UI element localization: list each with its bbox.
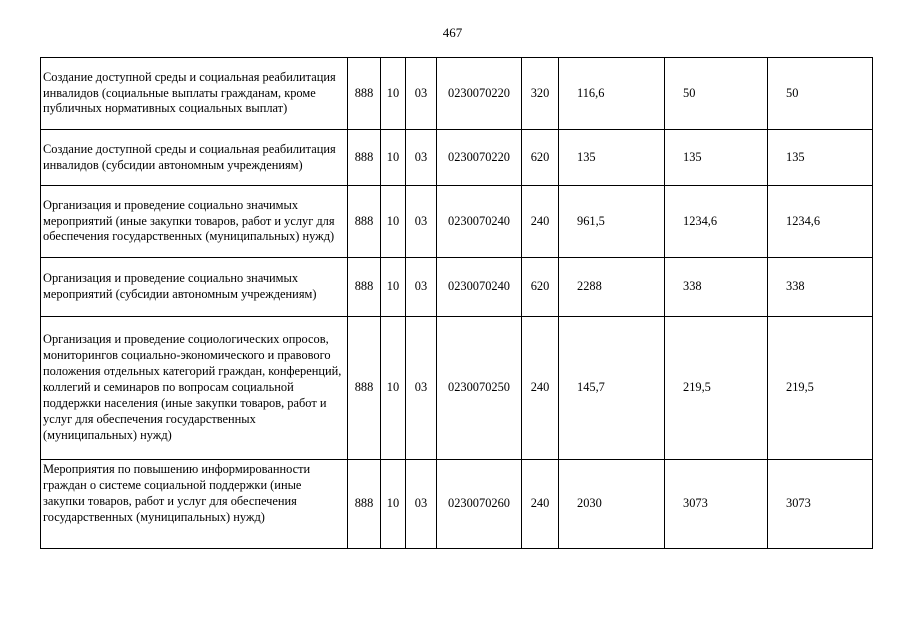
amount-year-2: 135: [665, 130, 768, 186]
amount-year-3: 3073: [768, 460, 873, 549]
amount-year-1: 116,6: [559, 58, 665, 130]
ministry-code: 888: [348, 186, 381, 258]
section-code: 10: [381, 130, 406, 186]
target-article-code: 0230070250: [437, 317, 522, 460]
amount-year-3: 338: [768, 258, 873, 317]
row-description: Организация и проведение социально значимых мероприятий (иные закупки товаров, работ и услуг для обеспечения государственных (муниципальных) нужд): [41, 186, 348, 258]
ministry-code: 888: [348, 58, 381, 130]
expense-type-code: 240: [522, 317, 559, 460]
amount-year-2: 338: [665, 258, 768, 317]
amount-year-1: 135: [559, 130, 665, 186]
amount-year-1: 2288: [559, 258, 665, 317]
amount-year-3: 135: [768, 130, 873, 186]
subsection-code: 03: [406, 258, 437, 317]
ministry-code: 888: [348, 258, 381, 317]
table-row: [41, 460, 873, 549]
amount-year-2: 3073: [665, 460, 768, 549]
subsection-code: 03: [406, 186, 437, 258]
amount-year-1: 145,7: [559, 317, 665, 460]
budget-table: [40, 57, 873, 549]
subsection-code: 03: [406, 317, 437, 460]
target-article-code: 0230070220: [437, 130, 522, 186]
subsection-code: 03: [406, 460, 437, 549]
table-row: [41, 58, 873, 130]
target-article-code: 0230070220: [437, 58, 522, 130]
amount-year-1: 2030: [559, 460, 665, 549]
section-code: 10: [381, 317, 406, 460]
expense-type-code: 620: [522, 130, 559, 186]
row-description: Создание доступной среды и социальная реабилитация инвалидов (субсидии автономным учреждениям): [41, 130, 348, 186]
row-description: Организация и проведение социально значимых мероприятий (субсидии автономным учреждениям): [41, 258, 348, 317]
row-description: Организация и проведение социологических опросов, мониторингов социально-экономического и правового положения отдельных категорий граждан, конференций, коллегий и семинаров по вопросам социальной поддержки населения (иные закупки товаров, работ и услуг для обеспечения государственных (муниципальных) нужд): [41, 317, 348, 460]
expense-type-code: 620: [522, 258, 559, 317]
section-code: 10: [381, 186, 406, 258]
section-code: 10: [381, 258, 406, 317]
ministry-code: 888: [348, 317, 381, 460]
table-row: [41, 130, 873, 186]
target-article-code: 0230070240: [437, 186, 522, 258]
amount-year-1: 961,5: [559, 186, 665, 258]
target-article-code: 0230070260: [437, 460, 522, 549]
amount-year-3: 219,5: [768, 317, 873, 460]
table-row: [41, 258, 873, 317]
table-row: [41, 186, 873, 258]
table-row: [41, 317, 873, 460]
expense-type-code: 240: [522, 186, 559, 258]
page-number: 467: [442, 25, 463, 40]
amount-year-3: 1234,6: [768, 186, 873, 258]
amount-year-2: 50: [665, 58, 768, 130]
ministry-code: 888: [348, 460, 381, 549]
target-article-code: 0230070240: [437, 258, 522, 317]
subsection-code: 03: [406, 130, 437, 186]
row-description: Создание доступной среды и социальная реабилитация инвалидов (социальные выплаты гражданам, кроме публичных нормативных социальных выплат): [41, 58, 348, 130]
subsection-code: 03: [406, 58, 437, 130]
amount-year-2: 219,5: [665, 317, 768, 460]
section-code: 10: [381, 460, 406, 549]
expense-type-code: 320: [522, 58, 559, 130]
ministry-code: 888: [348, 130, 381, 186]
expense-type-code: 240: [522, 460, 559, 549]
amount-year-2: 1234,6: [665, 186, 768, 258]
section-code: 10: [381, 58, 406, 130]
amount-year-3: 50: [768, 58, 873, 130]
row-description: Мероприятия по повышению информированности граждан о системе социальной поддержки (иные закупки товаров, работ и услуг для обеспечения государственных (муниципальных) нужд): [41, 460, 348, 549]
